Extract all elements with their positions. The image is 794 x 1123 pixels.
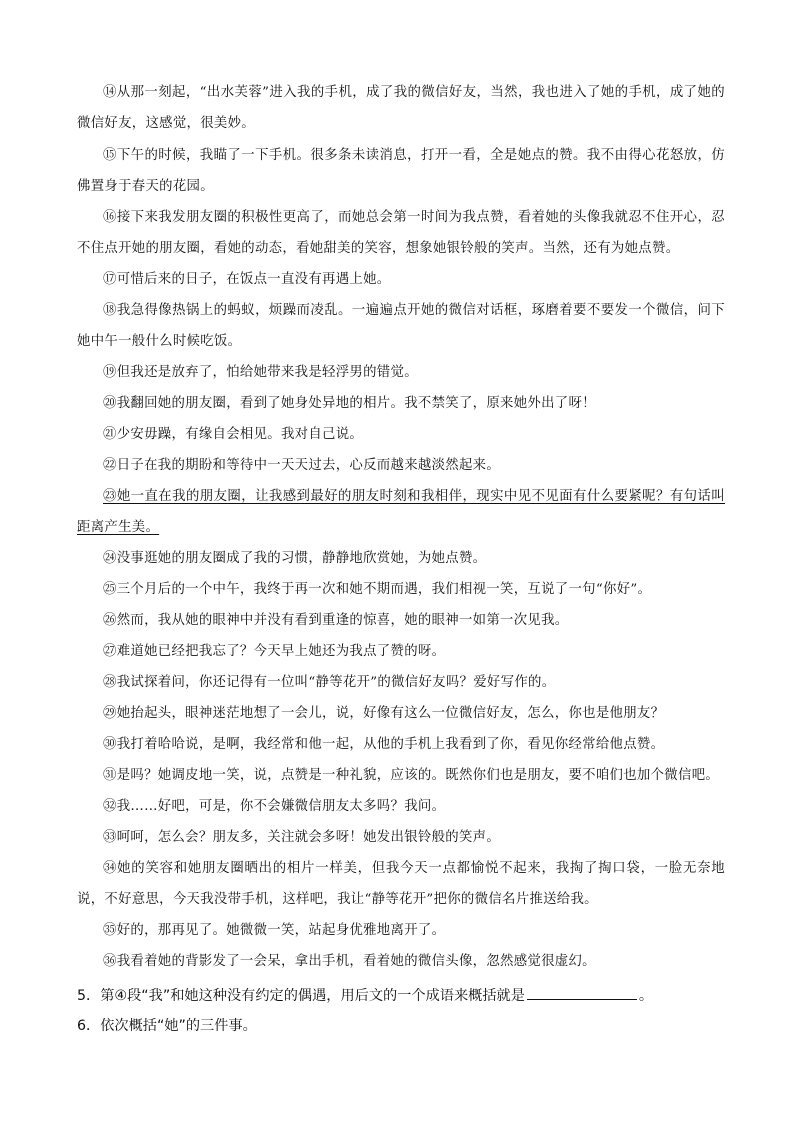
paragraph-23-underlined: ㉓她一直在我的朋友圈，让我感到最好的朋友时刻和我相伴，现实中见不见面有什么要紧呢？有句话叫距离产生美。	[77, 489, 725, 535]
paragraph-34: ㉞她的笑容和她朋友圈晒出的相片一样美，但我今天一点都愉悦不起来，我掏了掏口袋，一脸无奈地说，不好意思，今天我没带手机，这样吧，我让“静等花开”把你的微信名片推送给我。	[77, 861, 725, 907]
paragraph-24: ㉔没事逛她的朋友圈成了我的习惯，静静地欣赏她，为她点赞。	[103, 551, 487, 566]
paragraph-21: ㉑少安毋躁，有缘自会相见。我对自己说。	[103, 427, 364, 442]
question-6: 6．依次概括“她”的三件事。	[77, 1018, 257, 1034]
paragraph-19: ⑲但我还是放弃了，怕给她带来我是轻浮男的错觉。	[103, 365, 418, 380]
paragraph-32: ㉜我……好吧，可是，你不会嫌微信朋友太多吗？我问。	[103, 799, 446, 814]
paragraph-36: ㊱我看着她的背影发了一会呆，拿出手机，看着她的微信头像，忽然感觉很虚幻。	[103, 954, 596, 969]
paragraph-28: ㉘我试探着问，你还记得有一位叫“静等花开”的微信好友吗？爱好写作的。	[103, 675, 556, 690]
question-5: 5．第④段“我”和她这种没有约定的偶遇，用后文的一个成语来概括就是 。	[77, 982, 725, 1010]
paragraph-17: ⑰可惜后来的日子，在饭点一直没有再遇上她。	[103, 272, 391, 287]
paragraph-20: ⑳我翻回她的朋友圈，看到了她身处异地的相片。我不禁笑了，原来她外出了呀！	[103, 396, 596, 411]
paragraph-30: ㉚我打着哈哈说，是啊，我经常和他一起，从他的手机上我看到了你，看见你经常给他点赞。	[103, 737, 665, 752]
paragraph-22: ㉒日子在我的期盼和等待中一天天过去，心反而越来越淡然起来。	[103, 458, 501, 473]
paragraph-26: ㉖然而，我从她的眼神中并没有看到重逢的惊喜，她的眼神一如第一次见我。	[103, 613, 569, 628]
paragraph-14: ⑭从那一刻起，“出水芙蓉”进入我的手机，成了我的微信好友，当然，我也进入了她的手机，成了她的微信好友，这感觉，很美妙。	[77, 85, 725, 131]
paragraph-25: ㉕三个月后的一个中午，我终于再一次和她不期而遇，我们相视一笑，互说了一句“你好”。	[103, 582, 652, 597]
paragraph-35: ㉟好的，那再见了。她微微一笑，站起身优雅地离开了。	[103, 923, 446, 938]
paragraph-16: ⑯接下来我发朋友圈的积极性更高了，而她总会第一时间为我点赞，看着她的头像我就忍不住开心，忍不住点开她的朋友圈，看她的动态，看她甜美的笑容，想象她银铃般的笑声。当然，还有为她点赞。	[77, 210, 725, 256]
paragraph-18: ⑱我急得像热锅上的蚂蚁，烦躁而凌乱。一遍遍点开她的微信对话框，琢磨着要不要发一个微信，问下她中午一般什么时候吃饭。	[77, 303, 725, 349]
answer-blank[interactable]	[527, 983, 637, 1000]
paragraph-27: ㉗难道她已经把我忘了？今天早上她还为我点了赞的呀。	[103, 644, 446, 659]
paragraph-33: ㉝呵呵，怎么会？朋友多，关注就会多呀！她发出银铃般的笑声。	[103, 830, 501, 845]
paragraph-31: ㉛是吗？她调皮地一笑，说，点赞是一种礼貌，应该的。既然你们也是朋友，要不咱们也加个微信吧。	[103, 768, 720, 783]
paragraph-15: ⑮下午的时候，我瞄了一下手机。很多条未读消息，打开一看，全是她点的赞。我不由得心花怒放，仿佛置身于春天的花园。	[77, 148, 725, 194]
paragraph-29: ㉙她抬起头，眼神迷茫地想了一会儿，说，好像有这么一位微信好友，怎么，你也是他朋友？	[103, 706, 665, 721]
